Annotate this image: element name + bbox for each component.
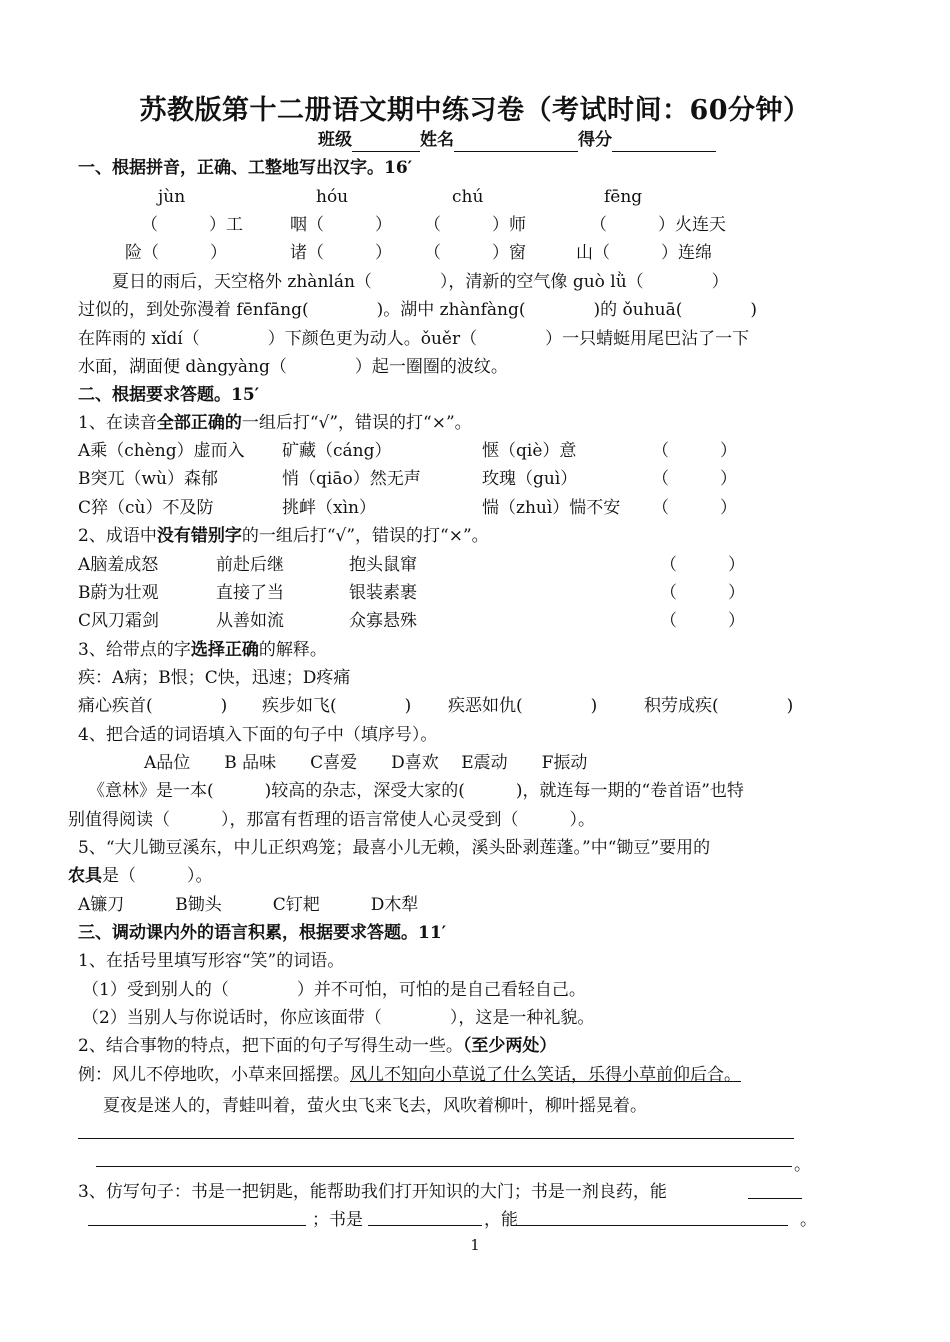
q2-3-item-3[interactable]: 疾恶如仇( ) bbox=[448, 696, 598, 716]
q2-1-pre: 1、在读音 bbox=[78, 413, 157, 433]
q2-2-option-b-2: 直接了当 bbox=[216, 583, 284, 603]
score-blank[interactable] bbox=[612, 133, 716, 152]
page-title: 苏教版第十二册语文期中练习卷（考试时间：60分钟） bbox=[139, 95, 811, 126]
answer-line-2[interactable] bbox=[96, 1166, 792, 1167]
q2-2-pre: 2、成语中 bbox=[78, 526, 157, 546]
section-2-heading: 二、根据要求答题。15′ bbox=[78, 385, 260, 405]
student-info bbox=[318, 128, 716, 152]
pinyin-4: fēng bbox=[604, 187, 643, 207]
q2-2-option-b-3: 银装素裹 bbox=[349, 583, 417, 603]
q3-3-blank-2[interactable] bbox=[88, 1225, 306, 1226]
q3-3-end: 。 bbox=[800, 1210, 817, 1230]
q2-3-pre: 3、给带点的字 bbox=[78, 640, 191, 660]
class-label: 班级 bbox=[318, 130, 352, 150]
q2-1-option-c-1: C猝（cù）不及防 bbox=[78, 498, 214, 518]
q2-2-option-c-2: 从善如流 bbox=[216, 611, 284, 631]
q2-3-item-2[interactable]: 疾步如飞( ) bbox=[262, 696, 412, 716]
q3-2-example-pre: 例：风儿不停地吹，小草来回摇摆。 bbox=[78, 1065, 350, 1085]
q2-1-option-a-1: A乘（chèng）虚而入 bbox=[78, 441, 245, 461]
q2-4-sentence-line-1[interactable]: 《意林》是一本( )较高的杂志，深受大家的( )，就连每一期的“卷首语”也特 bbox=[88, 781, 744, 801]
q2-2-option-a-3: 抱头鼠窜 bbox=[349, 555, 417, 575]
q2-1-option-c-2: 挑衅（xìn） bbox=[282, 498, 376, 518]
q2-2-answer-c[interactable]: （ ） bbox=[660, 611, 745, 631]
pinyin-paragraph-line-2[interactable]: 过似的，到处弥漫着 fēnfāng( )。湖中 zhànfàng( )的 ǒuhuā( ) bbox=[78, 300, 758, 320]
q2-1-option-b-2: 悄（qiāo）然无声 bbox=[282, 469, 421, 489]
q2-4-prompt: 4、把合适的词语填入下面的句子中（填序号）。 bbox=[78, 725, 438, 745]
char-blank-1[interactable]: （ ）工 bbox=[141, 215, 243, 235]
q3-3-prompt: 3、仿写句子：书是一把钥匙，能帮助我们打开知识的大门；书是一剂良药，能 bbox=[78, 1182, 667, 1202]
name-blank[interactable] bbox=[454, 133, 578, 152]
q2-3-item-4[interactable]: 积劳成疾( ) bbox=[644, 696, 794, 716]
q2-5-prompt-line-1: 5、“大儿锄豆溪东，中儿正织鸡笼；最喜小儿无赖，溪头卧剥莲蓬。”中“锄豆”要用的 bbox=[78, 838, 711, 858]
q2-4-word-bank: A品位 B 品味 C喜爱 D喜欢 E震动 F振动 bbox=[144, 753, 588, 773]
q2-4-sentence-line-2[interactable]: 别值得阅读（ ），那富有哲理的语言常使人心灵受到（ ）。 bbox=[68, 810, 595, 830]
q3-3-blank-1[interactable] bbox=[748, 1198, 802, 1199]
q2-2-answer-b[interactable]: （ ） bbox=[660, 583, 745, 603]
q2-3-prompt bbox=[78, 638, 327, 662]
score-label: 得分 bbox=[578, 130, 612, 150]
q2-1-prompt bbox=[78, 411, 472, 435]
char-blank-2[interactable]: 咽（ ） bbox=[290, 215, 392, 235]
q2-2-prompt bbox=[78, 524, 489, 548]
q3-1-prompt: 1、在括号里填写形容“笑”的词语。 bbox=[78, 951, 345, 971]
q2-2-option-b-1: B蔚为壮观 bbox=[78, 583, 159, 603]
pinyin-paragraph-line-3[interactable]: 在阵雨的 xǐdí（ ）下颜色更为动人。ǒuěr（ ）一只蜻蜓用尾巴沾了一下 bbox=[78, 329, 750, 349]
char-blank-5[interactable]: 险（ ） bbox=[125, 243, 227, 263]
q2-1-option-b-1: B突兀（wù）森郁 bbox=[78, 469, 218, 489]
q3-2-bold: （至少两处） bbox=[462, 1036, 557, 1056]
pinyin-3: chú bbox=[452, 187, 484, 207]
pinyin-paragraph-line-4[interactable]: 水面，湖面便 dàngyàng（ ）起一圈圈的波纹。 bbox=[78, 357, 508, 377]
q2-3-item-1[interactable]: 痛心疾首( ) bbox=[78, 696, 228, 716]
q2-1-answer-b[interactable]: （ ） bbox=[652, 469, 737, 489]
q3-2-sentence: 夏夜是迷人的，青蛙叫着，萤火虫飞来飞去，风吹着柳叶，柳叶摇晃着。 bbox=[86, 1096, 647, 1116]
q2-1-bold: 全部正确的 bbox=[156, 413, 242, 433]
char-blank-6[interactable]: 诸（ ） bbox=[290, 243, 392, 263]
q2-1-option-a-2: 矿藏（cáng） bbox=[282, 441, 392, 461]
q2-3-bold: 选择正确 bbox=[190, 640, 259, 660]
pinyin-2: hóu bbox=[316, 187, 349, 207]
q3-1-item-1[interactable]: （1）受到别人的（ ）并不可怕，可怕的是自己看轻自己。 bbox=[82, 980, 586, 1000]
page-number: 1 bbox=[470, 1236, 480, 1254]
q3-3-mid-1: ；书是 bbox=[312, 1210, 363, 1230]
q3-3-blank-4[interactable] bbox=[512, 1225, 788, 1226]
class-blank[interactable] bbox=[352, 133, 420, 152]
q2-1-post: 一组后打“√”，错误的打“×”。 bbox=[241, 413, 472, 433]
q2-2-answer-a[interactable]: （ ） bbox=[660, 555, 745, 575]
char-blank-4[interactable]: （ ）火连天 bbox=[590, 215, 726, 235]
q3-3-mid-2: ，能 bbox=[484, 1210, 518, 1230]
char-blank-8[interactable]: 山（ ）连绵 bbox=[576, 243, 712, 263]
q2-1-option-b-3: 玫瑰（guì） bbox=[482, 469, 578, 489]
q2-5-bold: 农具 bbox=[68, 866, 102, 886]
q2-2-post: 的一组后打“√”，错误的打“×”。 bbox=[241, 526, 489, 546]
q2-3-post: 的解释。 bbox=[258, 640, 327, 660]
q2-2-option-c-1: C风刀霜剑 bbox=[78, 611, 160, 631]
answer-line-end: 。 bbox=[794, 1155, 811, 1175]
q2-1-answer-c[interactable]: （ ） bbox=[652, 498, 737, 518]
section-3-heading: 三、调动课内外的语言积累，根据要求答题。11′ bbox=[78, 923, 447, 943]
q2-5-options: A镰刀 B锄头 C钉耙 D木犁 bbox=[78, 895, 419, 915]
answer-line-1[interactable] bbox=[78, 1138, 794, 1139]
q3-1-item-2[interactable]: （2）当别人与你说话时，你应该面带（ ），这是一种礼貌。 bbox=[82, 1008, 595, 1028]
q2-3-definitions: 疾：A病；B恨；C快，迅速；D疼痛 bbox=[78, 668, 351, 688]
q2-2-option-a-1: A脑羞成怒 bbox=[78, 555, 159, 575]
pinyin-paragraph-line-1[interactable]: 夏日的雨后，天空格外 zhànlán（ ），清新的空气像 guò lǜ（ ） bbox=[78, 272, 729, 292]
q2-2-option-a-2: 前赴后继 bbox=[216, 555, 284, 575]
name-label: 姓名 bbox=[420, 130, 454, 150]
q2-2-option-c-3: 众寡悬殊 bbox=[349, 611, 417, 631]
q2-1-answer-a[interactable]: （ ） bbox=[652, 441, 737, 461]
pinyin-1: jùn bbox=[158, 187, 186, 207]
q3-2-prompt bbox=[78, 1034, 556, 1058]
section-1-heading: 一、根据拼音，正确、工整地写出汉字。16′ bbox=[78, 158, 413, 178]
char-blank-7[interactable]: （ ）窗 bbox=[424, 243, 526, 263]
q3-2-text: 2、结合事物的特点，把下面的句子写得生动一些。 bbox=[78, 1036, 463, 1056]
q2-2-bold: 没有错别字 bbox=[156, 526, 242, 546]
q2-1-option-c-3: 惴（zhuì）惴不安 bbox=[482, 498, 621, 518]
q3-3-blank-3[interactable] bbox=[368, 1225, 482, 1226]
q2-1-option-a-3: 惬（qiè）意 bbox=[482, 441, 577, 461]
q3-2-example-answer: 风儿不知向小草说了什么笑话，乐得小草前仰后合。 bbox=[350, 1065, 741, 1085]
q2-5-prompt-line-2[interactable] bbox=[68, 864, 213, 888]
q3-2-example bbox=[78, 1063, 741, 1087]
q2-5-blank[interactable]: 是（ ）。 bbox=[102, 866, 213, 886]
char-blank-3[interactable]: （ ）师 bbox=[424, 215, 526, 235]
